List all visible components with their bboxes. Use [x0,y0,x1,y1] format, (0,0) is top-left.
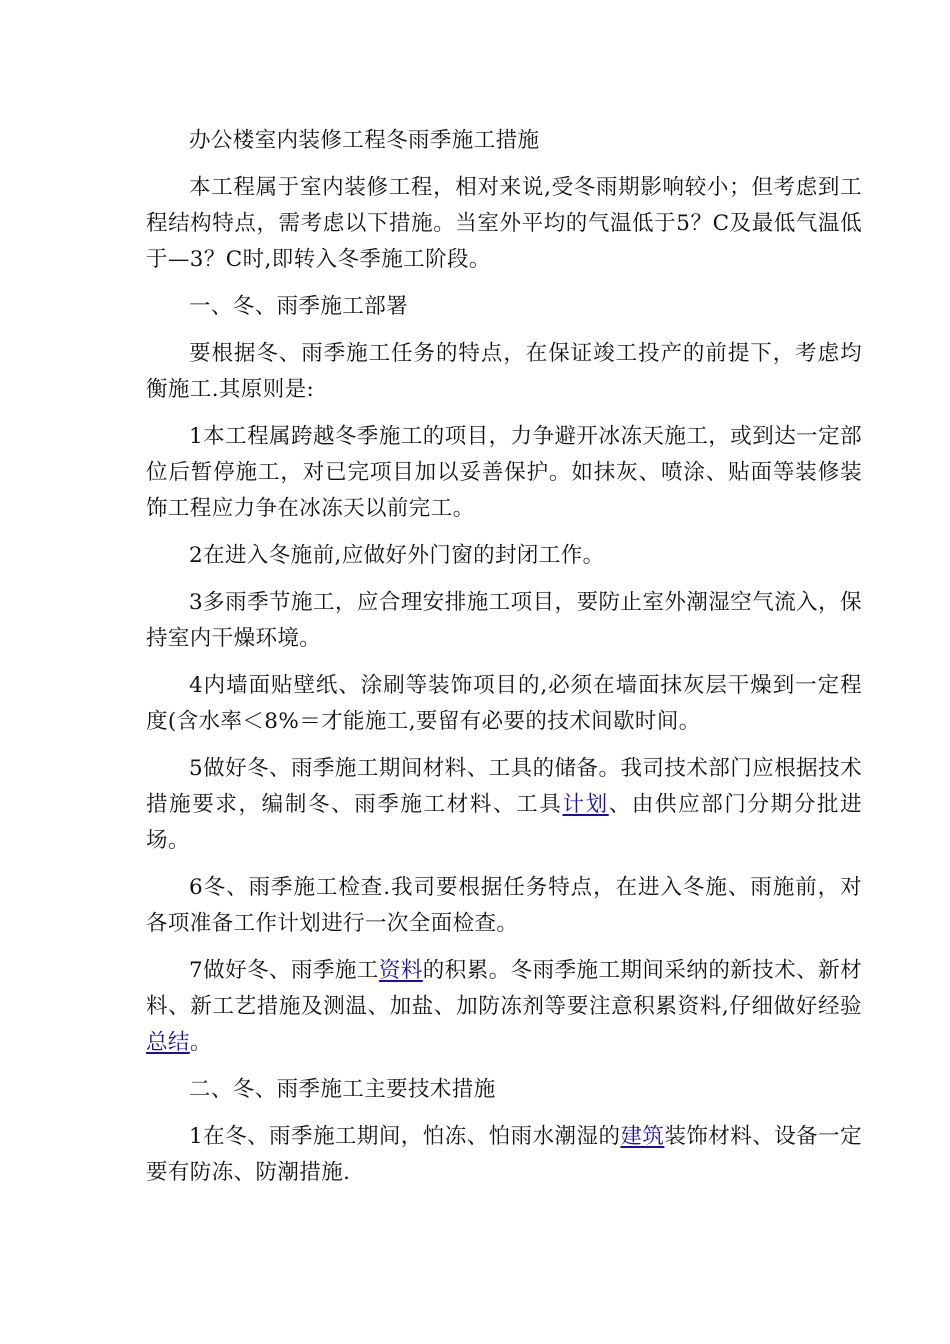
s2-item1-text-after: 装饰材料、设备一定要有防冻、防潮措施. [146,1124,862,1185]
document-title: 办公楼室内装修工程冬雨季施工措施 [189,128,540,153]
item5-text-after: 、由供应部门分期分批进场。 [146,792,862,853]
summary-link[interactable]: 总结 [146,1030,190,1055]
intro-paragraph: 本工程属于室内装修工程，相对来说,受冬雨期影响较小；但考虑到工程结构特点，需考虑以下措施。当室外平均的气温低于5？C及最低气温低于—3？C时,即转入冬季施工阶段。 [146,175,862,272]
section1-item-5 [146,751,862,859]
section1-item-4: 4内墙面贴壁纸、涂刷等装饰项目的,必须在墙面抹灰层干燥到一定程度(含水率＜8%＝才能施工,要留有必要的技术间歇时间。 [146,673,862,734]
item7-text-middle: 的积累。冬雨季施工期间采纳的新技术、新材料、新工艺措施及测温、加盐、加防冻剂等要注意积累资料,仔细做好经验 [146,958,862,1019]
section1-item-1: 1本工程属跨越冬季施工的项目，力争避开冰冻天施工，或到达一定部位后暂停施工，对已完项目加以妥善保护。如抹灰、喷涂、贴面等装修装饰工程应力争在冰冻天以前完工。 [146,424,862,521]
section1-lead: 要根据冬、雨季施工任务的特点，在保证竣工投产的前提下，考虑均衡施工.其原则是: [146,341,862,402]
building-link[interactable]: 建筑 [620,1124,665,1149]
item7-text-before: 7做好冬、雨季施工 [189,958,379,983]
item7-text-after: 。 [189,1030,212,1055]
section1-item-2: 2在进入冬施前,应做好外门窗的封闭工作。 [189,543,605,568]
section1-item-3: 3多雨季节施工，应合理安排施工项目，要防止室外潮湿空气流入，保持室内干燥环境。 [146,590,862,651]
s2-item1-text-before: 1在冬、雨季施工期间，怕冻、怕雨水潮湿的 [189,1124,621,1149]
section1-heading: 一、冬、雨季施工部署 [189,294,409,319]
item5-text-before: 5做好冬、雨季施工期间材料、工具的储备。我司技术部门应根据技术措施要求，编制冬、雨季施工材料、工具 [146,756,862,817]
document-body [146,123,862,1202]
section1-item-7 [146,953,862,1061]
materials-link[interactable]: 资料 [378,958,423,983]
section2-item-1 [146,1119,862,1191]
section1-item-6: 6冬、雨季施工检查.我司要根据任务特点，在进入冬施、雨施前，对各项准备工作计划进行一次全面检查。 [146,875,862,936]
plan-link[interactable]: 计划 [562,792,609,817]
section2-heading: 二、冬、雨季施工主要技术措施 [189,1077,496,1102]
